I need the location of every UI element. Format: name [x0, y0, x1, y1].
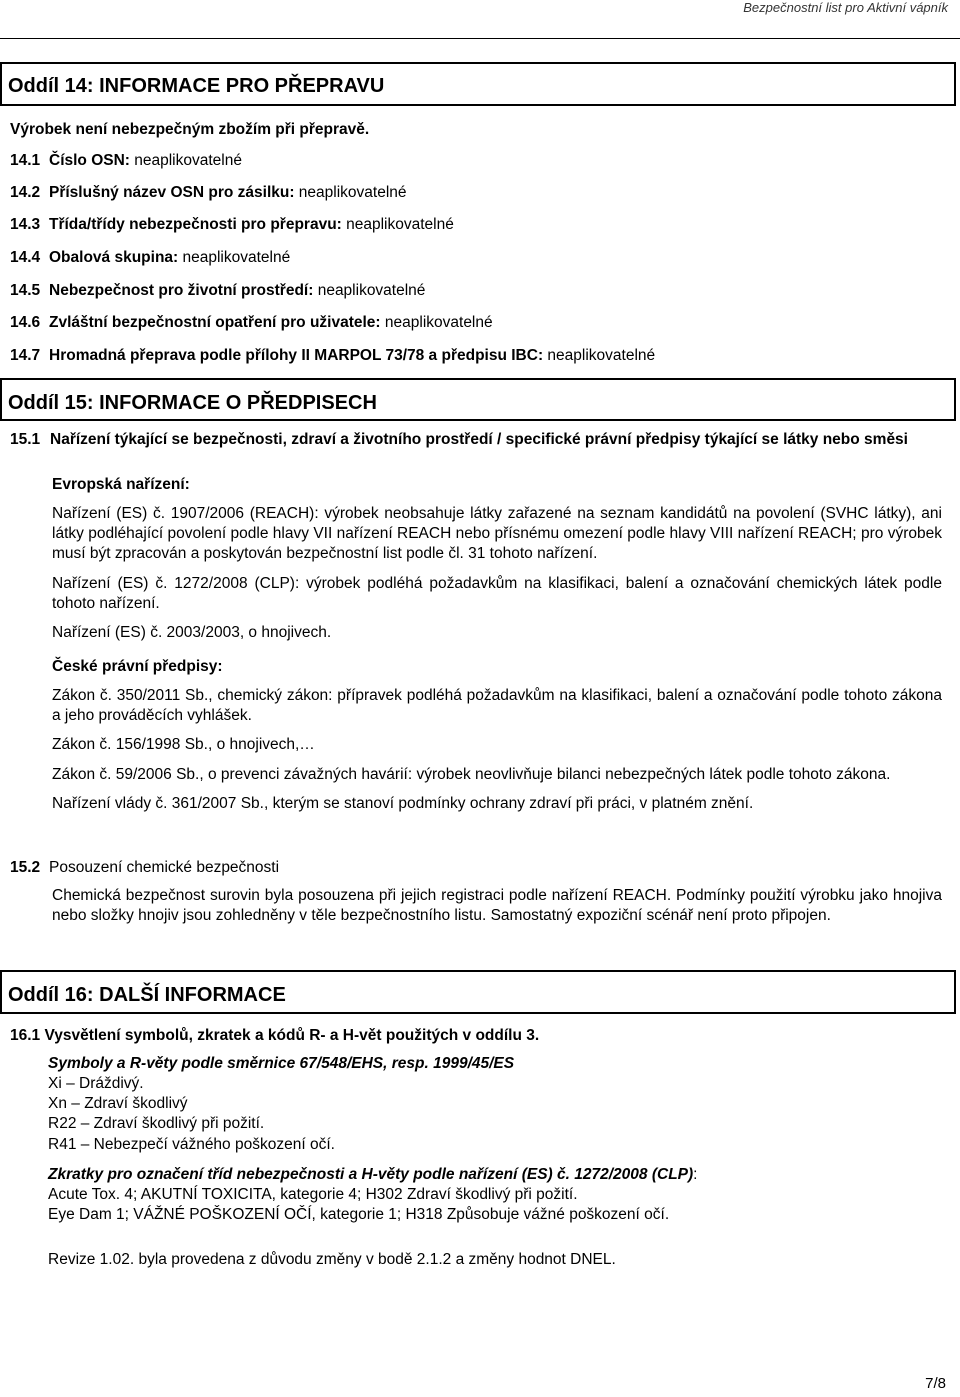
- symbol-line: Xn – Zdraví škodlivý: [48, 1095, 188, 1113]
- cz-government-regulation-paragraph: Nařízení vlády č. 361/2007 Sb., kterým se stanoví podmínky ochrany zdraví při práci, v platném znění.: [52, 794, 754, 812]
- abbreviation-line: Acute Tox. 4; AKUTNÍ TOXICITA, kategorie 4; H302 Zdraví škodlivý při požití.: [48, 1185, 578, 1203]
- heading-15-2: 15.2 Posouzení chemické bezpečnosti: [10, 859, 280, 876]
- eu-reach-paragraph: Nařízení (ES) č. 1907/2006 (REACH): výrobek neobsahuje látky zařazené na seznam kandidátů na povolení (SVHC látky), ani látky podléhající povolení podle hlavy VII nařízení REACH nebo přísnému omezení podle hlavy VIII nařízení REACH; pro výrobek musí být zpracován a poskytován bezpečnostní list podle čl. 31 tohoto nařízení.: [52, 505, 942, 563]
- section-14-intro: Výrobek není nebezpečným zbožím při přepravě.: [10, 121, 370, 138]
- eu-heading: Evropská nařízení:: [52, 476, 190, 493]
- item-14-2: 14.2 Příslušný název OSN pro zásilku: neaplikovatelné: [10, 184, 407, 201]
- symbol-line: R22 – Zdraví škodlivý při požití.: [48, 1115, 265, 1133]
- section-14-title: Oddíl 14: INFORMACE PRO PŘEPRAVU: [8, 75, 385, 97]
- cz-fertilizer-act-paragraph: Zákon č. 156/1998 Sb., o hnojivech,…: [52, 736, 315, 754]
- item-14-6: 14.6 Zvláštní bezpečnostní opatření pro uživatele: neaplikovatelné: [10, 314, 493, 331]
- item-14-1: 14.1 Číslo OSN: neaplikovatelné: [10, 152, 242, 169]
- abbreviation-line: Eye Dam 1; VÁŽNÉ POŠKOZENÍ OČÍ, kategorie 1; H318 Způsobuje vážné poškození očí.: [48, 1205, 670, 1223]
- heading-15-1: 15.1 Nařízení týkající se bezpečnosti, zdraví a životního prostředí / specifické právní předpisy týkající se látky nebo směsi: [10, 431, 908, 448]
- section-16-1-body: [48, 1054, 938, 1270]
- heading-16-1: 16.1 Vysvětlení symbolů, zkratek a kódů R- a H-vět použitých v oddílu 3.: [10, 1027, 540, 1044]
- document-header: Bezpečnostní list pro Aktivní vápník: [743, 0, 948, 15]
- section-15-2-paragraph: Chemická bezpečnost surovin byla posouzena při jejich registraci podle nařízení REACH. Podmínky použití výrobku jako hnojiva nebo složky hnojiv jsou zohledněny v těle bezpečnostního listu. Samostatný expoziční scénář není proto připojen.: [52, 887, 942, 925]
- section-16-title: Oddíl 16: DALŠÍ INFORMACE: [8, 984, 286, 1006]
- cz-accident-act-paragraph: Zákon č. 59/2006 Sb., o prevenci závažných havárií: výrobek neovlivňuje bilanci nebezpečných látek podle tohoto zákona.: [52, 765, 891, 783]
- section-15-title: Oddíl 15: INFORMACE O PŘEDPISECH: [8, 392, 377, 414]
- symbol-line: R41 – Nebezpečí vážného poškození očí.: [48, 1135, 335, 1153]
- section-15-1-body: [52, 475, 942, 814]
- cz-heading: České právní předpisy:: [52, 657, 223, 675]
- cz-chemical-act-paragraph: Zákon č. 350/2011 Sb., chemický zákon: přípravek podléhá požadavkům na klasifikaci, balení a označování podle tohoto zákona a jeho prováděcích vyhlášek.: [52, 687, 942, 725]
- symbols-heading: Symboly a R-věty podle směrnice 67/548/EHS, resp. 1999/45/ES: [48, 1055, 515, 1072]
- page-number: 7/8: [925, 1374, 946, 1392]
- abbreviations-heading: Zkratky pro označení tříd nebezpečnosti a H-věty podle nařízení (ES) č. 1272/2008 (CLP):: [48, 1165, 698, 1183]
- eu-clp-paragraph: Nařízení (ES) č. 1272/2008 (CLP): výrobek podléhá požadavkům na klasifikaci, balení a označování chemických látek podle tohoto nařízení.: [52, 574, 942, 612]
- header-divider: [0, 38, 960, 39]
- item-14-4: 14.4 Obalová skupina: neaplikovatelné: [10, 249, 291, 266]
- eu-fertilizer-paragraph: Nařízení (ES) č. 2003/2003, o hnojivech.: [52, 623, 332, 641]
- item-14-7: 14.7 Hromadná přeprava podle přílohy II MARPOL 73/78 a předpisu IBC: neaplikovatelné: [10, 347, 656, 364]
- revision-note: Revize 1.02. byla provedena z důvodu změny v bodě 2.1.2 a změny hodnot DNEL.: [48, 1251, 616, 1269]
- item-14-3: 14.3 Třída/třídy nebezpečnosti pro přepravu: neaplikovatelné: [10, 216, 454, 233]
- item-14-5: 14.5 Nebezpečnost pro životní prostředí: neaplikovatelné: [10, 282, 426, 299]
- symbol-line: Xi – Dráždivý.: [48, 1075, 144, 1093]
